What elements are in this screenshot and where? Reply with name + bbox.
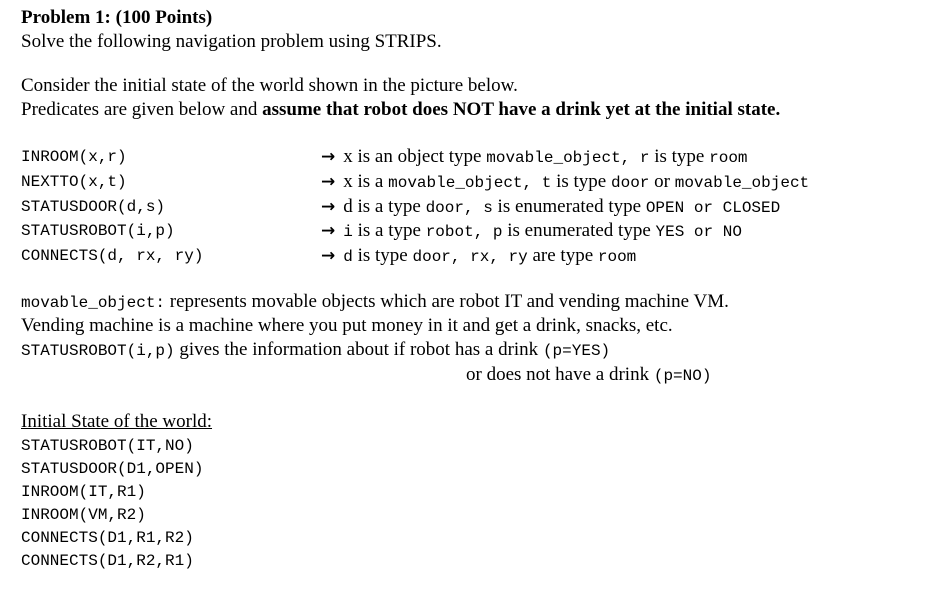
predicate-description-part: is a type xyxy=(352,220,426,241)
intro-line-2-bold: assume that robot does NOT have a drink yet at the initial state. xyxy=(262,99,781,120)
predicate-description-part: x is an object type xyxy=(343,146,487,167)
arrow-right-icon: → xyxy=(321,172,336,192)
predicate-description-part: is type xyxy=(649,146,710,167)
predicate-description-part: is enumerated type xyxy=(492,196,646,217)
predicate-description-part: d is a type xyxy=(343,196,426,217)
predicate-description-part: robot, p xyxy=(425,223,503,241)
statusrobot-note-cont xyxy=(466,363,711,388)
predicate-description-part: is type xyxy=(551,171,611,192)
predicate-description-part: OPEN or CLOSED xyxy=(645,199,781,217)
statusrobot-yes: (p=YES) xyxy=(542,342,611,360)
predicate-description xyxy=(321,244,636,269)
initial-state-fact: CONNECTS(D1,R1,R2) xyxy=(21,529,194,547)
movable-object-desc: represents movable objects which are robot IT and vending machine VM. xyxy=(165,291,729,312)
predicate-description-part: is type xyxy=(352,245,413,266)
problem-title: Problem 1: (100 Points) xyxy=(21,7,213,28)
initial-state-fact: INROOM(IT,R1) xyxy=(21,483,146,501)
predicate-description xyxy=(321,145,748,170)
arrow-right-icon: → xyxy=(321,221,336,241)
predicate-description-part: is enumerated type xyxy=(502,220,656,241)
initial-state-fact: STATUSROBOT(IT,NO) xyxy=(21,437,194,455)
statusrobot-note xyxy=(21,338,610,363)
predicate-description-part: door, rx, ry xyxy=(412,248,528,266)
predicate-description-part: movable_object xyxy=(674,174,810,192)
statusrobot-term: STATUSROBOT(i,p) xyxy=(21,342,175,360)
statusrobot-no: (p=NO) xyxy=(653,367,712,385)
arrow-right-icon: → xyxy=(321,197,336,217)
predicate-name: STATUSROBOT(i,p) xyxy=(21,222,175,240)
predicate-name: CONNECTS(d, rx, ry) xyxy=(21,247,204,265)
predicate-description-part: i xyxy=(343,223,353,241)
movable-object-term: movable_object: xyxy=(21,294,166,312)
predicate-description-part: movable_object, t xyxy=(388,174,552,192)
predicate-description-part: are type xyxy=(527,245,598,266)
intro-line-1: Consider the initial state of the world shown in the picture below. xyxy=(21,75,518,96)
problem-subtitle: Solve the following navigation problem using STRIPS. xyxy=(21,31,442,52)
initial-state-fact: CONNECTS(D1,R2,R1) xyxy=(21,552,194,570)
predicate-description-part: door xyxy=(610,174,650,192)
statusrobot-desc: gives the information about if robot has a drink xyxy=(174,339,543,360)
predicate-description-part: room xyxy=(597,248,637,266)
initial-state-heading: Initial State of the world: xyxy=(21,411,213,432)
predicate-description xyxy=(321,170,809,195)
intro-line-2 xyxy=(21,98,780,122)
statusrobot-or: or does not have a drink xyxy=(466,364,654,385)
predicate-description-part: room xyxy=(709,149,748,167)
predicate-description-part: x is a xyxy=(343,171,389,192)
intro-line-2-plain: Predicates are given below and xyxy=(21,99,263,120)
predicate-description-part: movable_object, r xyxy=(486,149,650,167)
vending-machine-note: Vending machine is a machine where you put money in it and get a drink, snacks, etc. xyxy=(21,315,673,336)
initial-state-fact: INROOM(VM,R2) xyxy=(21,506,146,524)
predicate-description-part: door, s xyxy=(425,199,493,217)
predicate-name: INROOM(x,r) xyxy=(21,148,127,166)
predicate-description-part: YES or NO xyxy=(655,223,742,241)
initial-state-fact: STATUSDOOR(D1,OPEN) xyxy=(21,460,204,478)
movable-object-note xyxy=(21,290,729,315)
predicate-description-part: or xyxy=(649,171,675,192)
predicate-description-part: d xyxy=(343,248,353,266)
predicate-name: NEXTTO(x,t) xyxy=(21,173,127,191)
arrow-right-icon: → xyxy=(321,246,336,266)
predicate-description xyxy=(321,195,780,220)
predicate-name: STATUSDOOR(d,s) xyxy=(21,198,166,216)
predicate-description xyxy=(321,219,742,244)
arrow-right-icon: → xyxy=(321,147,336,167)
